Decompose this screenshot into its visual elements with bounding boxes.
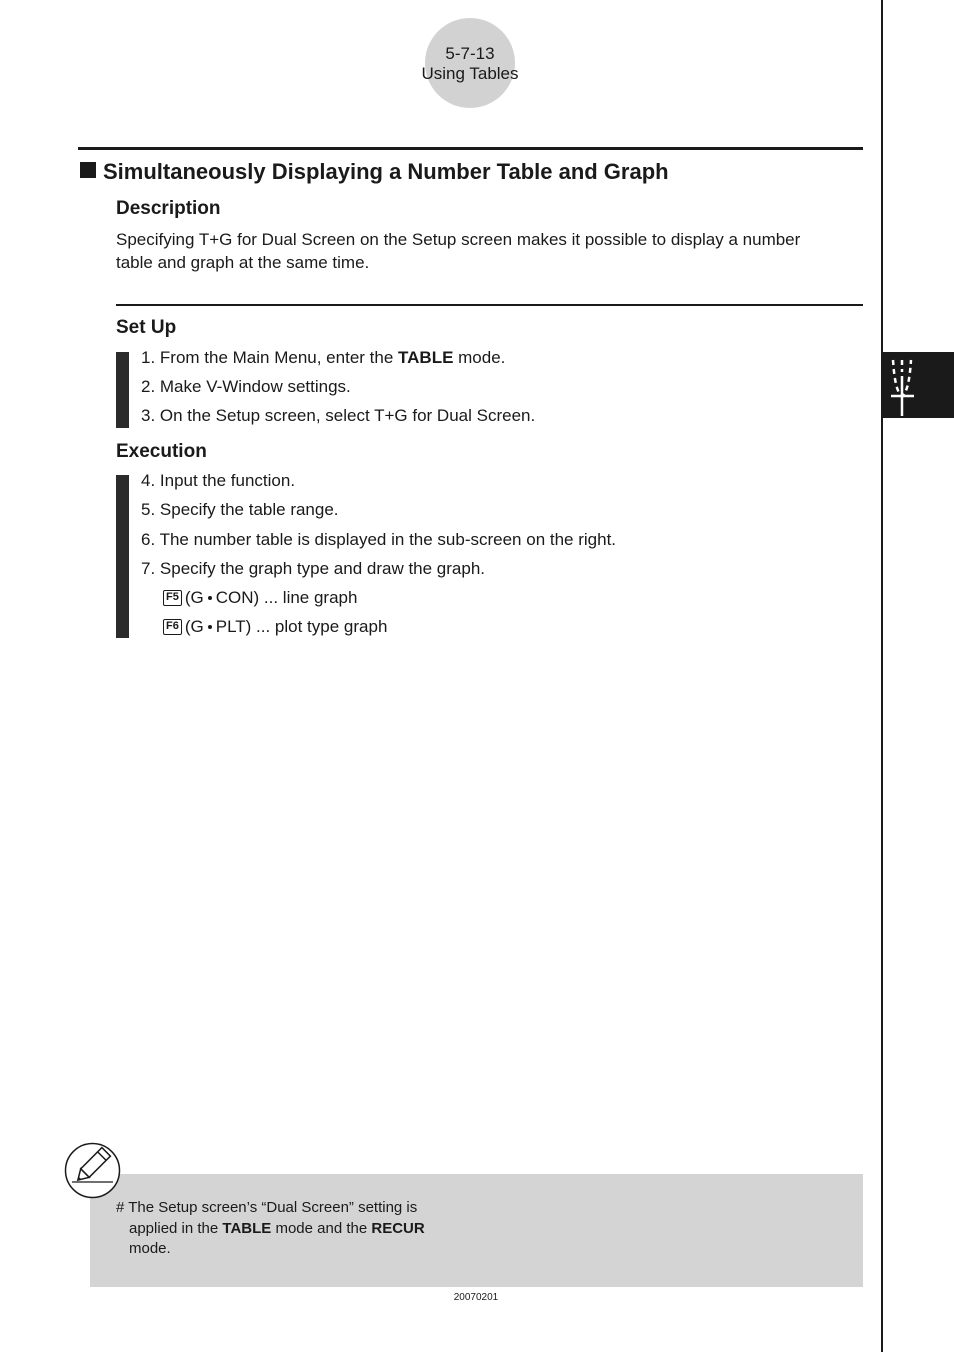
note-line: applied in the TABLE mode and the RECUR bbox=[129, 1219, 425, 1237]
description-line: table and graph at the same time. bbox=[116, 253, 370, 272]
step-4: 4. Input the function. bbox=[141, 471, 296, 490]
option-plot-graph: F6 (G PLT) ... plot type graph bbox=[163, 616, 387, 638]
section-rule bbox=[116, 304, 863, 306]
bullet-dot bbox=[208, 596, 212, 600]
setup-sidebar bbox=[116, 352, 129, 428]
page-title: Simultaneously Displaying a Number Table and Graph bbox=[103, 159, 669, 184]
setup-heading: Set Up bbox=[116, 317, 177, 338]
step-2: 2. Make V-Window settings. bbox=[141, 377, 351, 396]
title-rule bbox=[78, 147, 863, 150]
graph-curve-icon bbox=[883, 352, 954, 418]
option-line-graph: F5 (G CON) ... line graph bbox=[163, 587, 357, 609]
title-bullet-icon bbox=[80, 162, 96, 178]
step-7: 7. Specify the graph type and draw the graph. bbox=[141, 559, 486, 578]
page-number: 5-7-13 bbox=[445, 44, 495, 63]
step-1: 1. From the Main Menu, enter the TABLE mode. bbox=[141, 348, 506, 367]
execution-heading: Execution bbox=[116, 441, 207, 462]
table-mode-name: TABLE bbox=[398, 348, 454, 367]
step-6: 6. The number table is displayed in the sub-screen on the right. bbox=[141, 530, 617, 549]
note-line: # The Setup screen’s “Dual Screen” setting is bbox=[116, 1199, 418, 1216]
f6-key-icon: F6 bbox=[163, 619, 182, 635]
description-heading: Description bbox=[116, 198, 221, 219]
step-3: 3. On the Setup screen, select T+G for Dual Screen. bbox=[141, 406, 536, 425]
footer-code: 20070201 bbox=[453, 1292, 499, 1303]
pencil-icon bbox=[64, 1142, 121, 1199]
section-name: Using Tables bbox=[421, 64, 519, 83]
chapter-tab bbox=[883, 352, 954, 418]
bullet-dot bbox=[208, 625, 212, 629]
step-5: 5. Specify the table range. bbox=[141, 500, 339, 519]
note-text bbox=[116, 1198, 456, 1260]
f5-key-icon: F5 bbox=[163, 590, 182, 606]
note-line: mode. bbox=[129, 1240, 171, 1257]
margin-rule bbox=[881, 0, 883, 1352]
execution-sidebar bbox=[116, 475, 129, 638]
description-line: Specifying T+G for Dual Screen on the Setup screen makes it possible to display a number bbox=[116, 230, 801, 249]
description-text bbox=[116, 228, 856, 274]
